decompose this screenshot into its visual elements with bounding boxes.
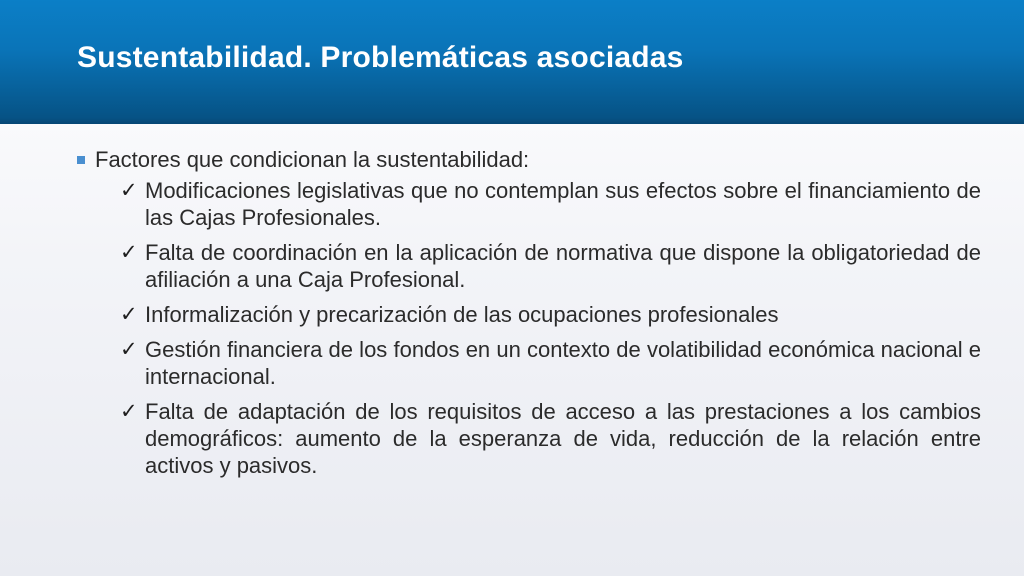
slide-content <box>77 146 981 487</box>
list-item <box>120 398 981 479</box>
main-bullet <box>77 146 981 174</box>
factors-list <box>77 177 981 479</box>
checkmark-icon: ✓ <box>120 240 138 264</box>
checkmark-icon: ✓ <box>120 399 138 423</box>
list-item <box>120 336 981 390</box>
list-item-text: Informalización y precarización de las ocupaciones profesionales <box>145 302 779 327</box>
list-item-text: Gestión financiera de los fondos en un contexto de volatibilidad económica nacional e internacional. <box>145 337 981 389</box>
list-item <box>120 239 981 293</box>
checkmark-icon: ✓ <box>120 302 138 326</box>
main-bullet-text: Factores que condicionan la sustentabilidad: <box>95 147 530 172</box>
list-item-text: Falta de adaptación de los requisitos de acceso a las prestaciones a los cambios demográficos: aumento de la esperanza de vida, reducción de la relación entre activos y pasivos. <box>145 399 981 478</box>
list-item <box>120 301 981 328</box>
list-item <box>120 177 981 231</box>
square-bullet-icon <box>77 156 85 164</box>
slide-title: Sustentabilidad. Problemáticas asociadas <box>77 41 684 74</box>
checkmark-icon: ✓ <box>120 337 138 361</box>
title-bar <box>0 0 1024 124</box>
checkmark-icon: ✓ <box>120 178 138 202</box>
list-item-text: Falta de coordinación en la aplicación de normativa que dispone la obligatoriedad de afiliación a una Caja Profesional. <box>145 240 981 292</box>
list-item-text: Modificaciones legislativas que no contemplan sus efectos sobre el financiamiento de las Cajas Profesionales. <box>145 178 981 230</box>
